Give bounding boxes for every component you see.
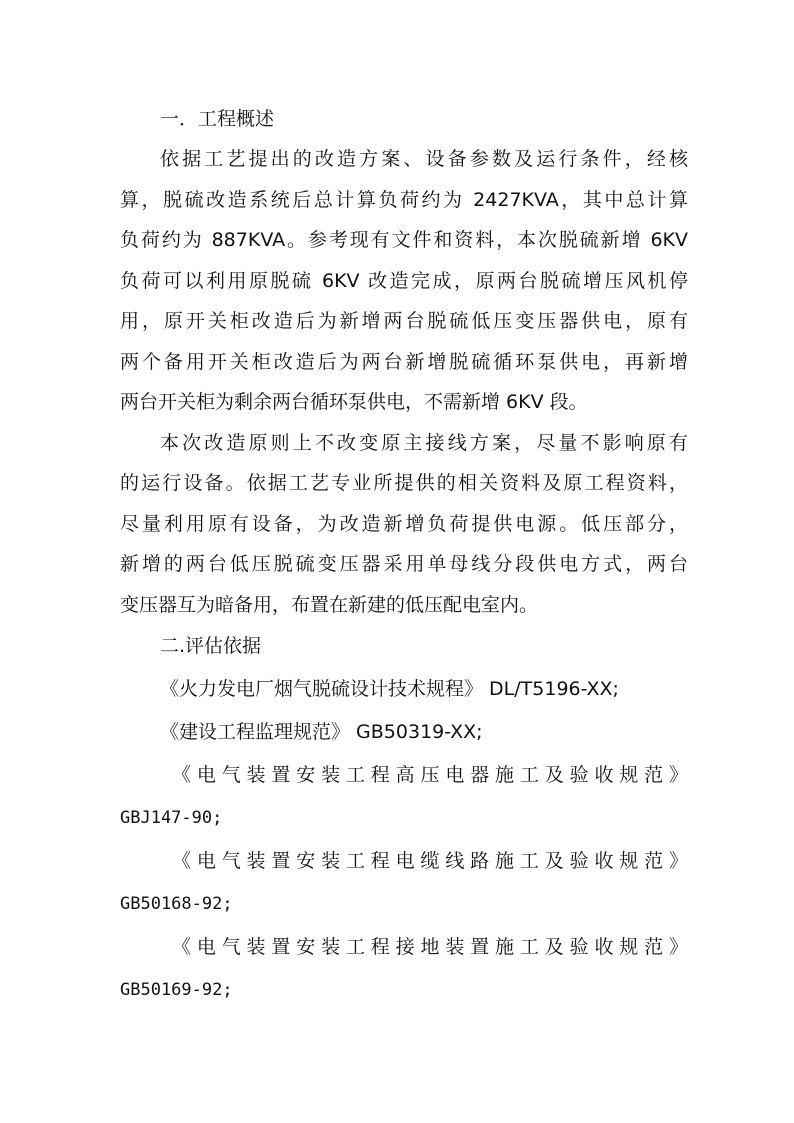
paragraph-line: 新增的两台低压脱硫变压器采用单母线分段供电方式，两台 <box>120 553 688 575</box>
reference-code: GB50168-92; <box>120 894 233 914</box>
paragraph-line: 尽量利用原有设备，为改造新增负荷提供电源。低压部分， <box>120 512 688 535</box>
reference-code: GB50169-92; <box>120 980 233 1000</box>
paragraph-line: 负荷约为 887KVA。参考现有文件和资料，本次脱硫新增 6KV <box>120 229 688 251</box>
section-2-heading: 二.评估依据 <box>160 635 262 657</box>
paragraph-line: 变压器互为暗备用，布置在新建的低压配电室内。 <box>120 593 539 616</box>
paragraph-line: 两个备用开关柜改造后为两台新增脱硫循环泵供电，再新增 <box>120 350 688 373</box>
paragraph-line: 算，脱硫改造系统后总计算负荷约为 2427KVA，其中总计算 <box>120 188 688 211</box>
paragraph-line: 本次改造原则上不改变原主接线方案，尽量不影响原有 <box>160 431 688 454</box>
paragraph-line: 依据工艺提出的改造方案、设备参数及运行条件，经核 <box>160 148 688 170</box>
paragraph-line: 负荷可以利用原脱硫 6KV 改造完成，原两台脱硫增压风机停 <box>120 269 688 292</box>
paragraph-line: 的运行设备。依据工艺专业所提供的相关资料及原工程资料， <box>120 472 688 494</box>
section-1-paragraph-1 <box>120 139 688 423</box>
section-1-heading: 一．工程概述 <box>160 108 275 130</box>
reference-item: 《火力发电厂烟气脱硫设计技术规程》 DL/T5196-XX; <box>160 678 619 700</box>
reference-item: 《电气装置安装工程电缆线路施工及验收规范》 <box>172 850 688 872</box>
reference-item: 《电气装置安装工程高压电器施工及验收规范》 <box>172 764 688 786</box>
section-1-paragraph-2 <box>120 423 688 626</box>
reference-item: 《建设工程监理规范》 GB50319-XX; <box>160 721 483 743</box>
document-body <box>120 100 688 1012</box>
reference-code: GBJ147-90; <box>120 808 223 828</box>
paragraph-line: 用，原开关柜改造后为新增两台脱硫低压变压器供电，原有 <box>120 310 688 332</box>
reference-item: 《电气装置安装工程接地装置施工及验收规范》 <box>172 936 688 958</box>
paragraph-line: 两台开关柜为剩余两台循环泵供电，不需新增 6KV 段。 <box>120 391 588 413</box>
